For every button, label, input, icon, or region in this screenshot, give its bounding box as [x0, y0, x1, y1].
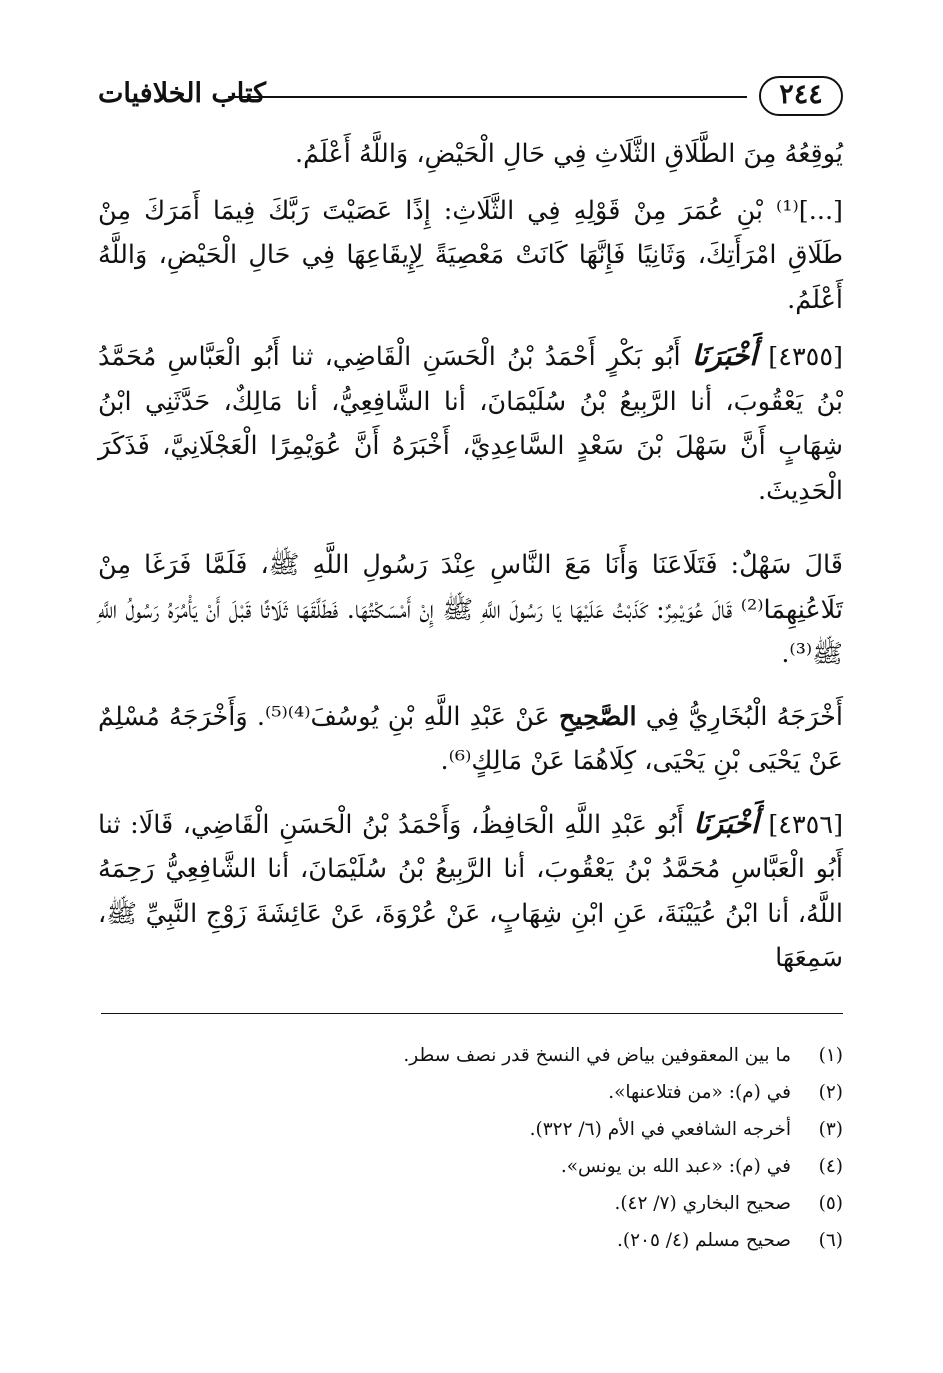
hadith-text: أَبُو بَكْرٍ أَحْمَدُ بْنُ الْحَسَنِ الْقَاضِي، ثنا أَبُو الْعَبَّاسِ مُحَمَّدُ بْنُ يَعْقُوبَ، أنا الرَّبِيعُ بْنُ سُلَيْمَانَ، أنا الشَّافِعِيُّ، أنا مَالِكٌ، حَدَّثَنِي ابْنُ شِهَابٍ أَنَّ سَهْلَ بْنَ سَعْدٍ السَّاعِدِيَّ، أَخْبَرَهُ أَنَّ عُوَيْمِرًا الْعَجْلَانِيَّ، فَذَكَرَ الْحَدِيثَ. — [98, 342, 843, 506]
book-title: كتاب الخلافيات — [98, 78, 267, 109]
page-number: ٢٤٤ — [759, 76, 843, 116]
footnote — [143, 1148, 843, 1185]
akhbarana-keyword: أَخْبَرَنَا — [691, 339, 758, 372]
footnote-separator — [101, 1013, 843, 1014]
hadith-number: [٤٣٥٦] — [768, 809, 844, 840]
footnote-text: في (م): «عبد الله بن يونس». — [560, 1156, 791, 1177]
footnote — [143, 1074, 843, 1111]
footnote-text: صحيح البخاري (٧/ ٤٢). — [614, 1193, 791, 1214]
footnote — [143, 1037, 843, 1074]
footnote-text: ما بين المعقوفين بياض في النسخ قدر نصف سطر. — [403, 1045, 791, 1066]
footnote-number: (٦) — [818, 1230, 843, 1251]
footnote-text: في (م): «من فتلاعنها». — [608, 1082, 791, 1103]
sahih-title: الصَّحِيحِ — [558, 701, 637, 732]
footnote — [143, 1111, 843, 1148]
footnote — [143, 1222, 843, 1259]
hadith-number: [٤٣٥٥] — [768, 342, 843, 372]
page-header — [98, 72, 843, 130]
hadith-text: أَبُو عَبْدِ اللَّهِ الْحَافِظُ، وَأَحْمَدُ بْنُ الْحَسَنِ الْقَاضِي، قَالَا: ثنا أَبُو الْعَبَّاسِ مُحَمَّدُ بْنُ يَعْقُوبَ، أنا الرَّبِيعُ بْنُ سُلَيْمَانَ، أنا الشَّافِعِيُّ رَحِمَهُ اللَّهُ، أنا ابْنُ عُيَيْنَةَ، عَنِ ابْنِ شِهَابٍ، عَنْ عُرْوَةَ، عَنْ عَائِشَةَ زَوْجِ النَّبِيِّ ﷺ، سَمِعَهَا — [98, 809, 843, 973]
takhrij-a: أَخْرَجَهُ الْبُخَارِيُّ فِي — [645, 701, 844, 732]
hadith-4355 — [98, 334, 843, 513]
paragraph-sahl: قَالَ سَهْلٌ: فَتَلَاعَنَا وَأَنَا مَعَ النَّاسِ عِنْدَ رَسُولِ اللَّهِ ﷺ، فَلَمَّا فَرَغَا مِنْ تَلَاعُنِهِمَا⁽²⁾ قَالَ عُوَيْمِرٌ: كَذَبْتُ عَلَيْهَا يَا رَسُولَ اللَّهِ ﷺ إِنْ أَمْسَكْتُهَا. فَطَلَّقَهَا ثَلَاثًا قَبْلَ أَنْ يَأْمُرَهُ رَسُولُ اللَّهِ ﷺ⁽³⁾. — [98, 550, 843, 669]
takhrij-paragraph — [98, 695, 843, 784]
hadith-4356 — [98, 802, 843, 981]
footnote-number: (٣) — [818, 1119, 843, 1140]
header-rule — [228, 96, 747, 98]
footnotes — [143, 1037, 843, 1259]
main-text — [98, 132, 843, 981]
footnote-number: (١) — [818, 1045, 843, 1066]
footnote-number: (٤) — [818, 1156, 843, 1177]
footnote-text: صحيح مسلم (٤/ ٢٠٥). — [617, 1230, 791, 1251]
footnote-text: أخرجه الشافعي في الأم (٦/ ٣٢٢). — [529, 1119, 791, 1140]
footnote-number: (٥) — [818, 1193, 843, 1214]
paragraph-1: يُوقِعُهُ مِنَ الطَّلَاقِ الثَّلَاثِ فِي حَالِ الْحَيْضِ، وَاللَّهُ أَعْلَمُ. — [295, 139, 843, 169]
akhbarana-keyword: أَخْبَرَنَا — [693, 806, 759, 840]
takhrij-c: عَنْ عَبْدِ اللَّهِ بْنِ يُوسُفَ⁽⁴⁾⁽⁵⁾. وَأَخْرَجَهُ مُسْلِمٌ عَنْ يَحْيَى بْنِ يَحْيَى، كِلَاهُمَا عَنْ مَالِكٍ⁽⁶⁾. — [98, 701, 843, 776]
paragraph-2: [...]⁽¹⁾ بْنِ عُمَرَ مِنْ قَوْلِهِ فِي الثَّلَاثِ: إِذًا عَصَيْتَ رَبَّكَ فِيمَا أَمَرَكَ مِنْ طَلَاقِ امْرَأَتِكَ، وَثَانِيًا فَإِنَّهَا كَانَتْ مَعْصِيَةً لِإِيقَاعِهَا فِي حَالِ الْحَيْضِ، وَاللَّهُ أَعْلَمُ. — [98, 195, 843, 315]
footnote — [143, 1185, 843, 1222]
footnote-number: (٢) — [818, 1082, 843, 1103]
